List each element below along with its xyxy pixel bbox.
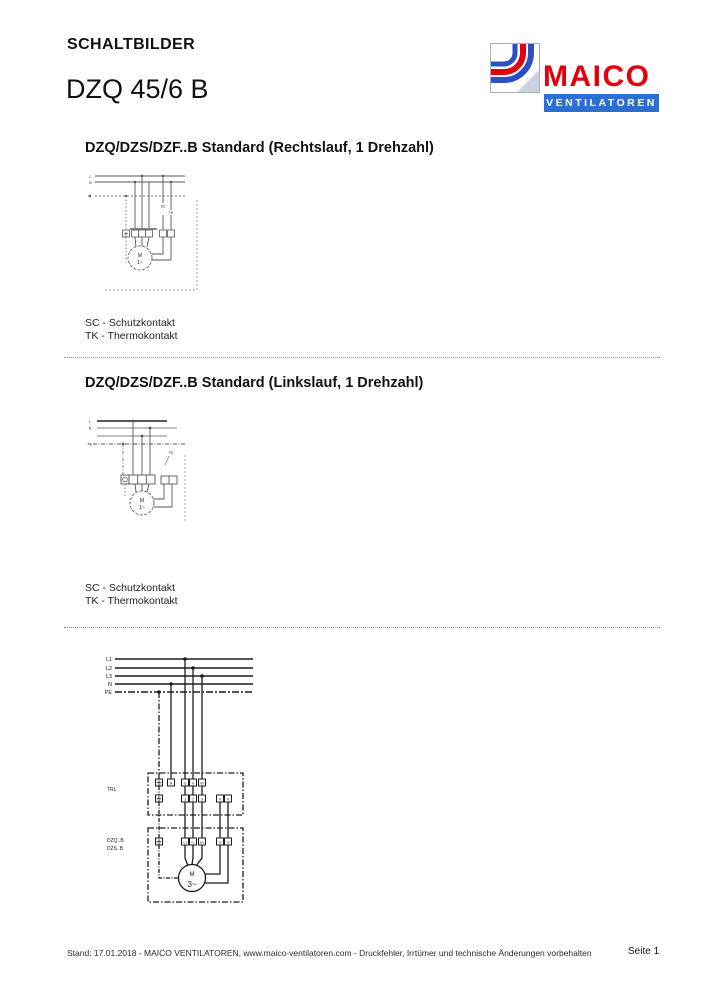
terminal-row bbox=[123, 230, 175, 237]
terminal-w: W bbox=[200, 781, 204, 786]
tk-label: TK bbox=[168, 211, 174, 215]
terminal-tk: TK bbox=[226, 797, 230, 802]
tk-pointer-line bbox=[165, 456, 169, 465]
legend-sc: SC - Schutzkontakt bbox=[85, 317, 175, 329]
terminal-3: 3 bbox=[200, 797, 204, 802]
diagram-rechtslauf bbox=[85, 170, 210, 300]
bus-lines bbox=[93, 421, 185, 444]
bus-label-l: L bbox=[89, 175, 91, 179]
device-label-dzq: DZQ..B bbox=[107, 838, 124, 844]
tk-label: TK bbox=[168, 450, 174, 455]
motor-terminal-w1: W1 bbox=[199, 840, 205, 845]
motor-terminal-u1: U1 bbox=[183, 840, 187, 845]
box-connectors bbox=[159, 802, 228, 838]
junction-dots bbox=[122, 420, 152, 446]
motor-ph-label: 3~ bbox=[187, 880, 197, 889]
separator-2 bbox=[64, 627, 660, 628]
switch-terminals-row1 bbox=[156, 779, 206, 786]
diagram-drehstrom bbox=[95, 645, 265, 915]
footer-info: Stand: 17.01.2018 - MAICO VENTILATOREN, www.maico-ventilatoren.com - Druckfehler, Irrtümer und technische Änderungen vorbehalten bbox=[67, 948, 592, 958]
terminal-1: 1 bbox=[183, 797, 187, 802]
terminal-tk: TK bbox=[226, 840, 230, 845]
separator-1 bbox=[64, 357, 660, 358]
bus-label-l1: L1 bbox=[105, 657, 112, 663]
legend-sc: SC - Schutzkontakt bbox=[85, 582, 175, 594]
terminal-v: V bbox=[191, 781, 195, 786]
bus-label-l3: L3 bbox=[105, 674, 112, 680]
motor-m-label: M bbox=[189, 872, 195, 878]
motor-terminal-v1: V1 bbox=[191, 840, 195, 845]
section-heading-linkslauf: DZQ/DZS/DZF..B Standard (Linkslauf, 1 Drehzahl) bbox=[85, 375, 424, 391]
motor-ph-label: 1~ bbox=[137, 260, 143, 266]
bus-lines bbox=[95, 176, 185, 196]
brand-tagline: VENTILATOREN bbox=[544, 94, 659, 112]
switch-label: TRL bbox=[107, 787, 117, 793]
bus-lines bbox=[115, 659, 253, 692]
motor-ph-label: 1~ bbox=[139, 505, 145, 511]
legend-tk: TK - Thermokontakt bbox=[85, 329, 178, 342]
drop-wires bbox=[123, 421, 150, 475]
drop-wires bbox=[126, 176, 171, 230]
bus-label-n: N bbox=[88, 426, 92, 431]
product-title: DZQ 45/6 B bbox=[66, 74, 209, 104]
row-connectors bbox=[159, 786, 202, 795]
enclosure-box bbox=[105, 200, 197, 290]
diagram-linkslauf bbox=[85, 413, 220, 528]
junction-dots bbox=[125, 175, 172, 197]
terminal-u: U bbox=[183, 781, 187, 786]
terminal-tk: TK bbox=[218, 797, 222, 802]
bus-label-l2: L2 bbox=[105, 666, 112, 672]
legend-1 bbox=[85, 317, 178, 342]
page-number: Seite 1 bbox=[628, 946, 660, 957]
legend-tk: TK - Thermokontakt bbox=[85, 594, 178, 607]
section-heading-rechtslauf: DZQ/DZS/DZF..B Standard (Rechtslauf, 1 Drehzahl) bbox=[85, 140, 434, 156]
motor-m-label: M bbox=[137, 253, 143, 259]
terminal-tk: TK bbox=[218, 840, 222, 845]
doc-title: SCHALTBILDER bbox=[67, 36, 196, 53]
motor-wires bbox=[125, 484, 172, 507]
device-label-dzs: DZS..B bbox=[107, 846, 124, 852]
bus-label-n: N bbox=[89, 181, 92, 185]
maico-logo bbox=[490, 43, 662, 113]
legend-2 bbox=[85, 582, 178, 607]
brand-name: MAICO bbox=[543, 60, 651, 93]
sc-label: SC bbox=[160, 204, 166, 209]
bus-label-pe: PE bbox=[104, 690, 112, 696]
drop-wires bbox=[159, 659, 202, 779]
arrow-icon bbox=[88, 195, 92, 198]
bus-label-pe: PE bbox=[87, 442, 93, 447]
tk-terminal-box bbox=[161, 476, 177, 484]
bus-label-l: L bbox=[89, 419, 91, 424]
motor-m-label: M bbox=[139, 498, 145, 504]
terminal-n: N bbox=[169, 781, 173, 786]
maico-logo-icon bbox=[490, 43, 540, 93]
bus-label-n: N bbox=[108, 682, 112, 688]
terminal-2: 2 bbox=[191, 797, 195, 802]
terminal-box bbox=[121, 475, 155, 484]
